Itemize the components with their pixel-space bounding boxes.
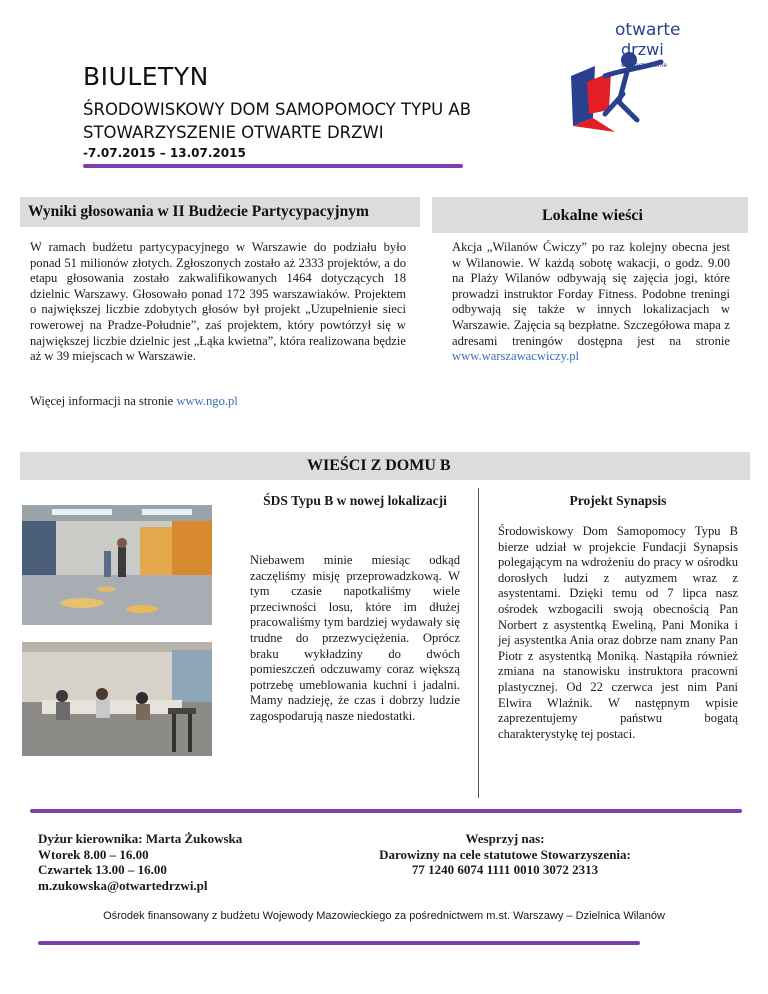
org-name-line1: ŚRODOWISKOWY DOM SAMOPOMOCY TYPU AB xyxy=(83,100,472,119)
duty-manager: Dyżur kierownika: Marta Żukowska xyxy=(38,831,243,846)
footer-top-divider xyxy=(30,809,742,813)
local-body: Akcja „Wilanów Ćwiczy” po raz kolejny obecna jest w Wilanowie. W każdą sobotę wakacji, o godz. 9.00 na Plaży Wilanów odbywają się zajęcia jogi, które prowadzi instruktor Forday Fitness. Podobne treningi odbywają się także w innych lokalizacjach w Warszawie. Zajęcia są bezpłatne. Szczegółowa mapa z adresami treningów dostępna jest na stronie xyxy=(452,240,730,348)
funding-note: Ośrodek finansowany z budżetu Wojewody Mazowieckiego za pośrednictwem m.st. Warszawy – Dzielnica Wilanów xyxy=(103,910,665,922)
logo-word-otwarte: otwarte xyxy=(615,20,681,40)
date-range: -7.07.2015 – 13.07.2015 xyxy=(83,146,246,160)
org-name-line2: STOWARZYSZENIE OTWARTE DRZWI xyxy=(83,123,384,142)
warszawacwiczy-link[interactable]: www.warszawacwiczy.pl xyxy=(452,349,580,364)
photo-workshop-room xyxy=(22,642,212,756)
budget-text: W ramach budżetu partycypacyjnego w Warszawie do podziału było ponad 51 milionów złotych. Zgłoszonych zostało aż 2333 projektów, a do etapu głosowania zostało zakwalifikowanych 1464 dotyczących 18 dzielnic Warszawy. Głosowało ponad 172 395 warszawiaków. Projektem o największej liczbie zdobytych głosów był projekt „Uzupełnienie sieci rowerowej na Pradze-Południe”, zaś projektem, który powtórzył się w największej liczbie dzielnic jest „Łąka kwietna”, która realizowana będzie aż w 39 miejscach w Warszawie. xyxy=(30,240,406,364)
house-heading: WIEŚCI Z DOMU B xyxy=(307,457,451,474)
support-block xyxy=(330,831,680,878)
duty-thursday: Czwartek 13.00 – 16.00 xyxy=(38,862,167,877)
photo-empty-room xyxy=(22,505,212,625)
budget-heading: Wyniki głosowania w II Budżecie Partycypacyjnym xyxy=(28,203,369,220)
col1-heading: ŚDS Typu B w nowej lokalizacji xyxy=(263,493,447,508)
header-divider xyxy=(83,164,463,168)
duty-email[interactable]: m.zukowska@otwartedrzwi.pl xyxy=(38,877,208,893)
support-description: Darowizny na cele statutowe Stowarzyszenia: xyxy=(379,846,631,862)
local-text xyxy=(452,240,730,365)
duty-block xyxy=(38,831,242,893)
col1-text: Niebawem minie miesiąc odkąd zaczęliśmy misję przeprowadzkową. W tym czasie napotkaliśmy wiele przeciwności losu, które im dłużej pracowaliśmy tym bardziej wydawały się trudne do przezwyciężenia. Oprócz braku wykładziny do dwóch pomieszczeń odczuwamy coraz większą potrzebę umeblowania kuchni i jadalni. Mamy nadzieję, że czas i dobrzy ludzie zagospodarują nasze niedostatki. xyxy=(250,553,460,723)
ngo-link[interactable]: www.ngo.pl xyxy=(176,394,238,408)
duty-tuesday: Wtorek 8.00 – 16.00 xyxy=(38,846,149,862)
house-heading-bar xyxy=(20,452,750,480)
logo-word-stowarzyszenie: stowarzyszenie xyxy=(621,62,668,69)
budget-more-prefix: Więcej informacji na stronie xyxy=(30,394,177,408)
local-heading: Lokalne wieści xyxy=(542,207,643,224)
bank-account-number: 77 1240 6074 1111 0010 3072 2313 xyxy=(411,862,599,877)
budget-heading-bar xyxy=(20,197,420,227)
support-title: Wesprzyj nas: xyxy=(465,831,545,846)
local-heading-bar xyxy=(432,197,748,233)
bulletin-title: BIULETYN xyxy=(83,62,209,91)
col2-text: Środowiskowy Dom Samopomocy Typu B bierze udział w projekcie Fundacji Synapsis polegającym na wdrożeniu do pracy w ośrodku dorosłych ludzi z autyzmem wraz z asystentami. Dzięki temu od 7 lipca nasz ośrodek wzbogacili swoją obecnością Pan Norbert z asystentką Eweliną, Pani Monika i jej asystentka Ania oraz dobrze nam znany Pan Piotr z asystentką Moniką. Nastąpiła również zmiana na stanowisku instruktora pracowni plastycznej. Od 22 czerwca jest nim Pani Elwira Wlaźnik. W następnym wpisie zaprezentujemy państwu bogatą charakterystykę tej postaci. xyxy=(498,524,738,741)
logo-word-drzwi: drzwi xyxy=(621,40,664,59)
otwarte-drzwi-logo xyxy=(565,14,685,134)
col2-heading: Projekt Synapsis xyxy=(569,493,667,508)
footer-bottom-divider xyxy=(38,941,640,945)
budget-more-info xyxy=(30,394,330,410)
column-divider xyxy=(478,488,479,798)
